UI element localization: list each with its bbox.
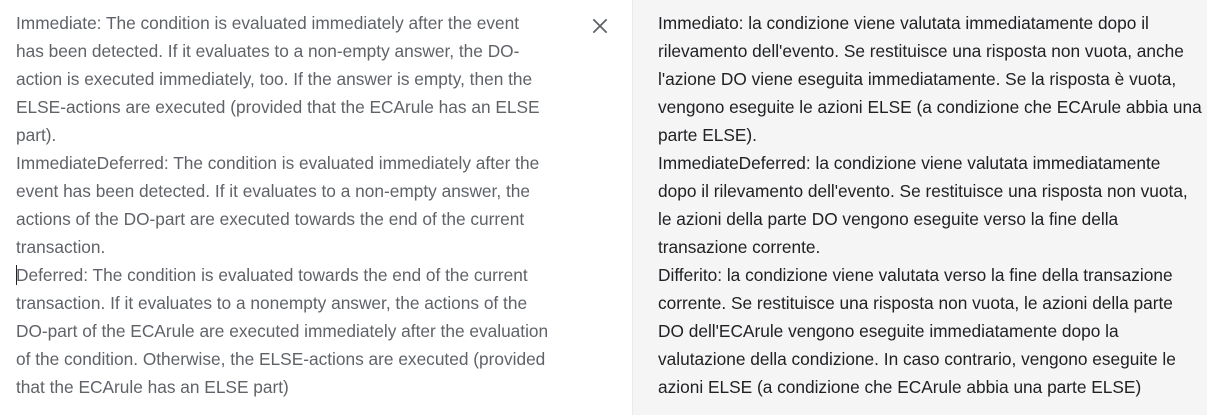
source-line: part). <box>16 125 57 145</box>
source-line: event has been detected. If it evaluates to a non-empty answer, the <box>16 181 530 201</box>
translation-line: Immediato: la condizione viene valutata immediatamente dopo il <box>658 13 1149 33</box>
translation-line: valutazione della condizione. In caso contrario, vengono eseguite le <box>658 349 1176 369</box>
translation-line: transazione corrente. <box>658 237 821 257</box>
source-line: Immediate: The condition is evaluated immediately after the event <box>16 13 520 33</box>
translation-line: corrente. Se restituisce una risposta non vuota, le azioni della parte <box>658 293 1173 313</box>
source-line: actions of the DO-part are executed towards the end of the current <box>16 209 525 229</box>
source-line: DO-part of the ECArule are executed immediately after the evaluation <box>16 321 549 341</box>
translation-line: le azioni della parte DO vengono eseguite verso la fine della <box>658 209 1119 229</box>
clear-source-button[interactable] <box>586 12 614 40</box>
translation-line: ImmediateDeferred: la condizione viene valutata immediatamente <box>658 153 1161 173</box>
translation-line: l'azione DO viene eseguita immediatamente. Se la risposta è vuota, <box>658 69 1177 89</box>
source-line: ImmediateDeferred: The condition is evaluated immediately after the <box>16 153 540 173</box>
source-line: transaction. If it evaluates to a nonempty answer, the actions of the <box>16 293 528 313</box>
translation-pane <box>632 0 1207 415</box>
source-line: action is executed immediately, too. If the answer is empty, then the <box>16 69 533 89</box>
source-line: has been detected. If it evaluates to a non-empty answer, the DO- <box>16 41 520 61</box>
source-line: Deferred: The condition is evaluated towards the end of the current <box>16 265 528 285</box>
translation-line: vengono eseguite le azioni ELSE (a condizione che ECArule abbia una <box>658 97 1202 117</box>
translation-line: dopo il rilevamento dell'evento. Se restituisce una risposta non vuota, <box>658 181 1188 201</box>
translation-output <box>658 9 1207 401</box>
close-icon <box>592 18 608 34</box>
source-line-with-caret <box>16 261 576 289</box>
translation-line: rilevamento dell'evento. Se restituisce una risposta non vuota, anche <box>658 41 1184 61</box>
translation-line: DO dell'ECArule vengono eseguite immediatamente dopo la <box>658 321 1119 341</box>
source-line: ELSE-actions are executed (provided that the ECArule has an ELSE <box>16 97 540 117</box>
source-line: of the condition. Otherwise, the ELSE-actions are executed (provided <box>16 349 546 369</box>
translation-line: azioni ELSE (a condizione che ECArule abbia una parte ELSE) <box>658 377 1142 397</box>
source-line: that the ECArule has an ELSE part) <box>16 377 289 397</box>
source-text-input[interactable] <box>16 9 576 401</box>
source-line: transaction. <box>16 237 106 257</box>
translation-line: Differito: la condizione viene valutata verso la fine della transazione <box>658 265 1173 285</box>
translation-line: parte ELSE). <box>658 125 757 145</box>
